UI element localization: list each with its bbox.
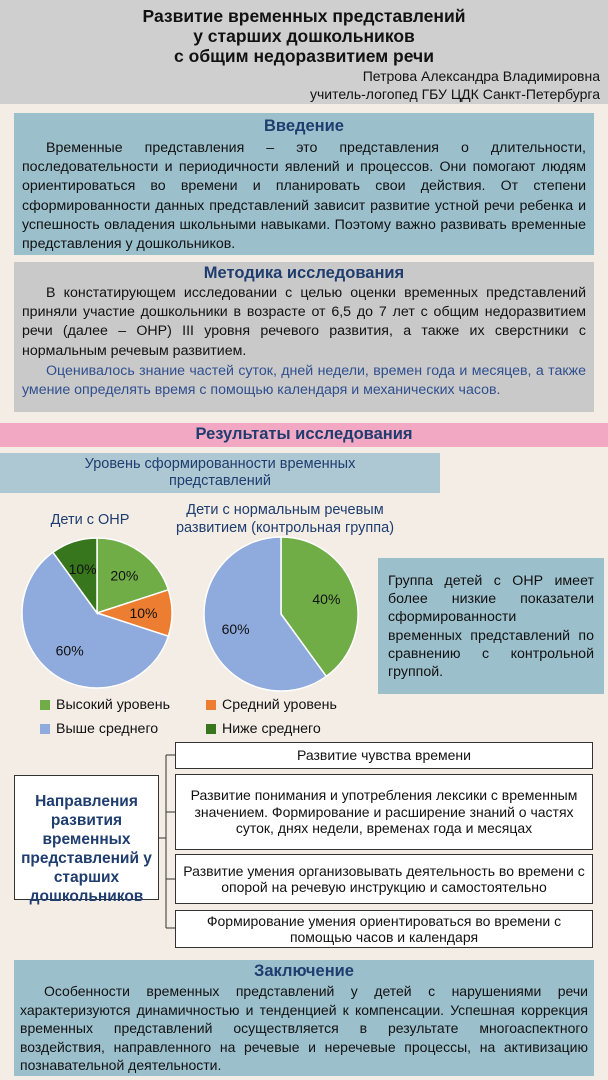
title-line-1: Развитие временных представлений <box>142 6 466 26</box>
method-section <box>14 262 594 412</box>
pie1-label-1: 10% <box>129 605 158 621</box>
legend-swatch-below <box>206 724 216 734</box>
legend-item-medium <box>206 697 337 713</box>
legend-label-medium: Средний уровень <box>222 697 337 713</box>
header <box>0 0 608 104</box>
chart-title-box <box>0 453 440 493</box>
direction-item-2: Развитие понимания и употребления лексики с временным значением. Формирование и расширение знаний о частях суток, днях недели, временах года и месяцах <box>175 774 593 850</box>
note-text: Группа детей с ОНР имеет более низкие показатели сформированности временных представлений по сравнению с контрольной группой. <box>388 573 594 681</box>
pie2-label-0: 40% <box>312 591 341 608</box>
pie1-label-3: 10% <box>68 560 97 577</box>
chart-right-caption-1: Дети с нормальным речевым <box>186 502 384 518</box>
direction-item-4: Формирование умения ориентироваться во времени с помощью часов и календаря <box>175 910 593 948</box>
directions-main-text: Направления развития временных представлений у старших дошкольников <box>21 793 152 905</box>
intro-title: Введение <box>264 117 344 135</box>
direction-item-1: Развитие чувства времени <box>175 742 593 769</box>
title-line-3: с общим недоразвитием речи <box>174 46 434 66</box>
title-line-2: у старших дошкольников <box>193 26 415 46</box>
legend-label-high: Высокий уровень <box>56 697 171 713</box>
results-title: Результаты исследования <box>195 425 413 443</box>
legend-label-below: Ниже среднего <box>222 721 321 737</box>
pie-charts <box>0 530 380 695</box>
method-text-2: Оценивалось знание частей суток, дней недели, времен года и месяцев, а также умение определять время с помощью календаря и механических часов. <box>22 363 586 399</box>
legend-item-above <box>40 721 158 737</box>
legend-item-high <box>40 697 170 713</box>
legend-item-below <box>206 721 321 737</box>
conclusion-text: Особенности временных представлений у детей с нарушениями речи характеризуются динамичностью и тенденцией к компенсации. Успешная коррекция временных представлений осуществляется в результате многоаспектного воздействия, направленного на речевые и неречевые процессы, на активизацию познавательной деятельности. <box>20 983 588 1073</box>
conclusion-title: Заключение <box>254 962 354 980</box>
chart-left-caption: Дети с ОНР <box>50 512 130 528</box>
directions-main-box <box>14 775 159 905</box>
legend-swatch-medium <box>206 700 216 710</box>
author-name: Петрова Александра Владимировна <box>362 68 600 84</box>
method-text-1: В констатирующем исследовании с целью оценки временных представлений приняли участие дошкольники в возрасте от 6,5 до 7 лет с общим недоразвитием речи (далее – ОНР) III уровня речевого развития, а также их сверстники с нормальным речевым развитием. <box>22 285 586 359</box>
results-banner <box>0 423 608 447</box>
legend-swatch-high <box>40 700 50 710</box>
author-position: учитель-логопед ГБУ ЦДК Санкт-Петербурга <box>309 86 600 102</box>
legend-label-above: Выше среднего <box>56 721 159 737</box>
legend-swatch-above <box>40 724 50 734</box>
chart-title: Уровень сформированности временных представлений <box>84 456 356 489</box>
intro-section <box>14 113 594 255</box>
direction-item-3: Развитие умения организовывать деятельность во времени с опорой на речевую инструкцию и самостоятельно <box>175 854 593 904</box>
intro-text: Временные представления – это представления о длительности, последовательности и периодичности явлений и процессов. Они помогают людям ориентироваться во времени и планировать свои действия. От степени сформированности данных представлений зависит развитие устной речи ребенка и успешность овладения школьными навыками. Поэтому важно развивать временные представления у дошкольников. <box>22 140 586 253</box>
conclusion-section <box>14 960 594 1076</box>
chart-right-caption-2: развитием (контрольная группа) <box>175 520 395 536</box>
pie2-label-2: 60% <box>221 620 250 637</box>
note-box <box>378 558 604 694</box>
pie1-label-0: 20% <box>110 567 139 584</box>
method-title: Методика исследования <box>203 264 405 282</box>
pie1-label-2: 60% <box>55 642 84 659</box>
